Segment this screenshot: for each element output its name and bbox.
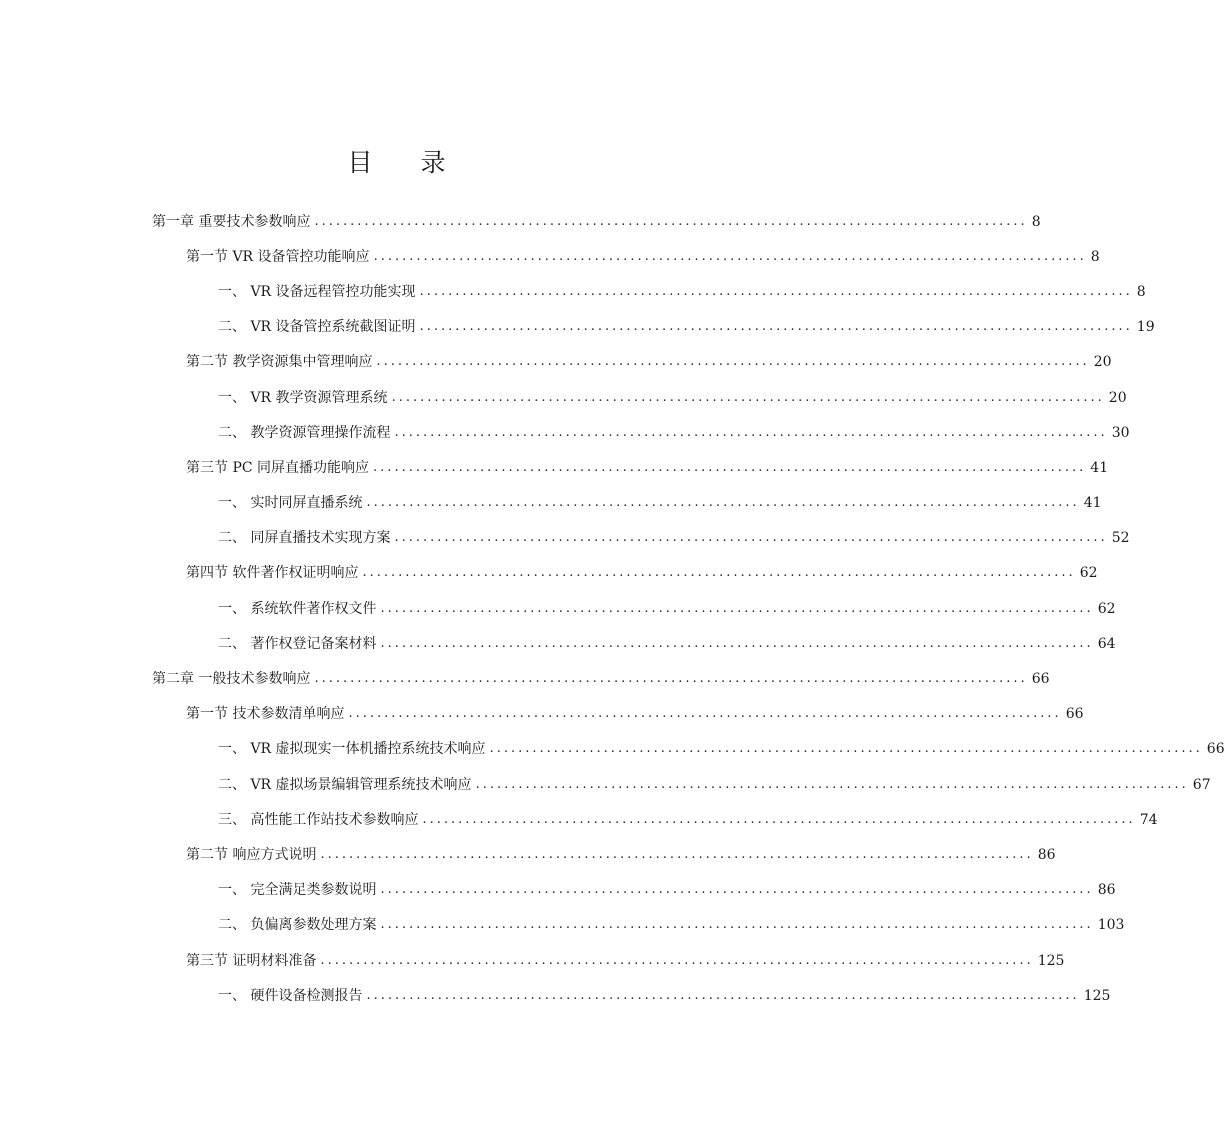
- toc-entry[interactable]: [0, 908, 1125, 943]
- toc-entry[interactable]: [0, 626, 1116, 661]
- toc-entry[interactable]: [0, 556, 1098, 591]
- toc-entry-page-number: 62: [1097, 600, 1116, 617]
- toc-dot-leader: ....................................................................................................: [394, 530, 1108, 546]
- toc-entry[interactable]: [0, 591, 1116, 626]
- toc-entry-page-number: 62: [1079, 565, 1098, 582]
- toc-entry-label: 二、 同屏直播技术实现方案: [218, 530, 391, 547]
- toc-entry[interactable]: [0, 521, 1130, 556]
- toc-entry-label: 二、 VR 设备管控系统截图证明: [218, 319, 416, 336]
- toc-entry[interactable]: [0, 345, 1112, 380]
- toc-title: 目 录: [347, 148, 466, 177]
- toc-entry[interactable]: [0, 486, 1102, 521]
- toc-entry[interactable]: [0, 873, 1116, 908]
- toc-entry-page-number: 125: [1083, 987, 1111, 1004]
- toc-entry-page-number: 86: [1037, 846, 1056, 863]
- toc-dot-leader: ....................................................................................................: [422, 811, 1136, 827]
- toc-dot-leader: ....................................................................................................: [376, 354, 1090, 370]
- toc-entry[interactable]: [0, 978, 1111, 1013]
- toc-dot-leader: ....................................................................................................: [380, 600, 1094, 616]
- toc-dot-leader: ....................................................................................................: [366, 987, 1080, 1003]
- toc-entry-page-number: 66: [1031, 671, 1050, 688]
- toc-entry[interactable]: [0, 943, 1065, 978]
- toc-entry-label: 第一章 重要技术参数响应: [152, 213, 311, 230]
- toc-entry[interactable]: [0, 310, 1155, 345]
- toc-dot-leader: ....................................................................................................: [373, 248, 1087, 264]
- toc-dot-leader: ....................................................................................................: [475, 776, 1189, 792]
- toc-dot-leader: ....................................................................................................: [419, 319, 1133, 335]
- toc-entry-page-number: 66: [1065, 706, 1084, 723]
- toc-entry[interactable]: [0, 802, 1158, 837]
- toc-entry-label: 一、 VR 设备远程管控功能实现: [218, 283, 416, 300]
- toc-entry-label: 第二节 响应方式说明: [186, 846, 317, 863]
- toc-entry-label: 一、 VR 虚拟现实一体机播控系统技术响应: [218, 741, 486, 758]
- toc-entry-page-number: 19: [1136, 319, 1155, 336]
- toc-dot-leader: ....................................................................................................: [380, 882, 1094, 898]
- toc-dot-leader: ....................................................................................................: [380, 635, 1094, 651]
- toc-entry-label: 第三节 PC 同屏直播功能响应: [186, 459, 370, 476]
- toc-dot-leader: ....................................................................................................: [314, 213, 1028, 229]
- toc-entry[interactable]: [0, 697, 1084, 732]
- toc-entry-label: 二、 负偏离参数处理方案: [218, 917, 377, 934]
- toc-entry[interactable]: [0, 450, 1109, 485]
- toc-entry-label: 第三节 证明材料准备: [186, 952, 317, 969]
- toc-entry-page-number: 86: [1097, 882, 1116, 899]
- toc-entry-label: 第二章 一般技术参数响应: [152, 671, 311, 688]
- toc-dot-leader: ....................................................................................................: [391, 389, 1105, 405]
- toc-entry-page-number: 67: [1192, 776, 1211, 793]
- toc-entry-label: 第一节 技术参数清单响应: [186, 706, 345, 723]
- toc-entry-label: 二、 VR 虚拟场景编辑管理系统技术响应: [218, 776, 472, 793]
- toc-dot-leader: ....................................................................................................: [348, 706, 1062, 722]
- toc-entry-page-number: 8: [1031, 213, 1041, 230]
- toc-entry-label: 一、 VR 教学资源管理系统: [218, 389, 388, 406]
- toc-dot-leader: ....................................................................................................: [489, 741, 1203, 757]
- toc-dot-leader: ....................................................................................................: [419, 283, 1133, 299]
- toc-dot-leader: ....................................................................................................: [380, 917, 1094, 933]
- toc-entry-page-number: 20: [1093, 354, 1112, 371]
- toc-entry[interactable]: [0, 732, 1225, 767]
- toc-entry[interactable]: [0, 415, 1130, 450]
- toc-dot-leader: ....................................................................................................: [394, 424, 1108, 440]
- toc-dot-leader: ....................................................................................................: [366, 495, 1080, 511]
- toc-entry-page-number: 74: [1139, 811, 1158, 828]
- toc-entry-label: 一、 系统软件著作权文件: [218, 600, 377, 617]
- toc-entry-page-number: 64: [1097, 635, 1116, 652]
- toc-entry[interactable]: [0, 274, 1146, 309]
- toc-entry-page-number: 30: [1111, 424, 1130, 441]
- toc-entry-label: 第四节 软件著作权证明响应: [186, 565, 359, 582]
- toc-entry-page-number: 41: [1090, 459, 1109, 476]
- toc-entry-label: 一、 完全满足类参数说明: [218, 882, 377, 899]
- toc-entry[interactable]: [0, 661, 1050, 696]
- toc-dot-leader: ....................................................................................................: [373, 459, 1087, 475]
- toc-entry-label: 一、 硬件设备检测报告: [218, 987, 363, 1004]
- toc-entry-label: 三、 高性能工作站技术参数响应: [218, 811, 419, 828]
- toc-entry-label: 二、 著作权登记备案材料: [218, 635, 377, 652]
- toc-dot-leader: ....................................................................................................: [320, 846, 1034, 862]
- toc-entry-page-number: 66: [1206, 741, 1225, 758]
- toc-entry[interactable]: [0, 767, 1211, 802]
- toc-entry-page-number: 125: [1037, 952, 1065, 969]
- toc-entry-page-number: 103: [1097, 917, 1125, 934]
- toc-entry[interactable]: [0, 837, 1056, 872]
- toc-list: [0, 204, 1225, 1013]
- toc-entry-page-number: 41: [1083, 495, 1102, 512]
- toc-entry[interactable]: [0, 380, 1127, 415]
- toc-entry-label: 第一节 VR 设备管控功能响应: [186, 248, 370, 265]
- toc-entry-page-number: 20: [1108, 389, 1127, 406]
- toc-dot-leader: ....................................................................................................: [362, 565, 1076, 581]
- toc-entry-label: 第二节 教学资源集中管理响应: [186, 354, 373, 371]
- toc-entry[interactable]: [0, 239, 1100, 274]
- toc-entry-label: 二、 教学资源管理操作流程: [218, 424, 391, 441]
- toc-entry-page-number: 8: [1136, 283, 1146, 300]
- toc-entry[interactable]: [0, 204, 1041, 239]
- toc-dot-leader: ....................................................................................................: [320, 952, 1034, 968]
- toc-entry-label: 一、 实时同屏直播系统: [218, 495, 363, 512]
- toc-entry-page-number: 8: [1090, 248, 1100, 265]
- toc-entry-page-number: 52: [1111, 530, 1130, 547]
- toc-dot-leader: ....................................................................................................: [314, 671, 1028, 687]
